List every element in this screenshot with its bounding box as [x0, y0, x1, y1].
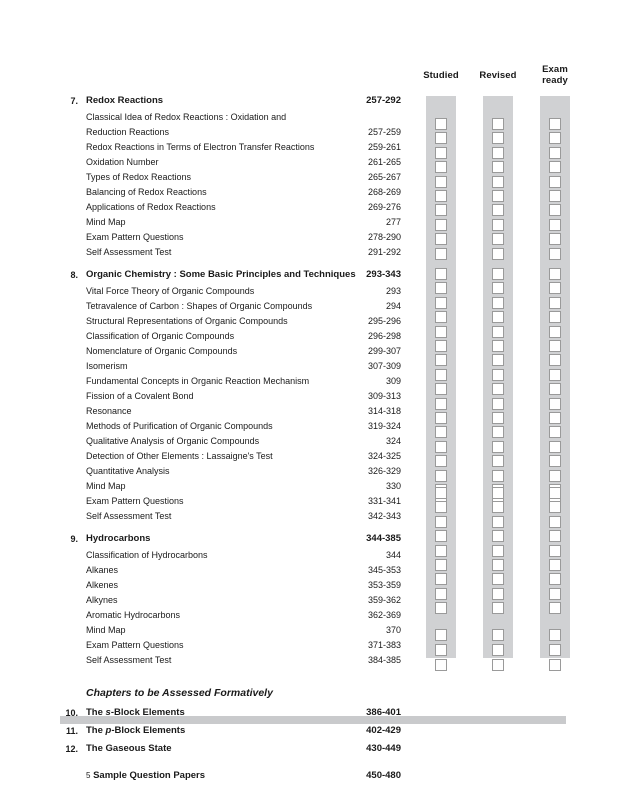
checkbox[interactable]	[492, 559, 504, 571]
toc-chapter-row-formative[interactable]	[56, 704, 401, 722]
toc-entry-row[interactable]	[56, 185, 401, 200]
chapter-title-italic: s	[105, 707, 111, 718]
checkbox[interactable]	[492, 629, 504, 641]
entry-pages: 371-383	[367, 640, 401, 650]
checkbox[interactable]	[549, 412, 561, 424]
toc-entry-row[interactable]	[56, 563, 401, 578]
checkbox[interactable]	[435, 398, 447, 410]
checkbox[interactable]	[435, 161, 447, 173]
checkbox[interactable]	[492, 545, 504, 557]
entry-title: Types of Redox Reactions	[86, 172, 192, 182]
toc-entry-row[interactable]	[56, 200, 401, 215]
checkbox[interactable]	[435, 559, 447, 571]
entry-pages: 268-269	[367, 187, 401, 197]
checkbox[interactable]	[492, 248, 504, 260]
checkbox[interactable]	[492, 516, 504, 528]
checkbox[interactable]	[549, 455, 561, 467]
toc-entry-row[interactable]	[56, 125, 401, 140]
chapter-number: 8.	[70, 270, 78, 280]
checkbox[interactable]	[549, 573, 561, 585]
entry-title: Resonance	[86, 406, 132, 416]
chapter-pages: 257-292	[366, 95, 401, 106]
spacer	[56, 758, 401, 768]
checkbox[interactable]	[549, 311, 561, 323]
checkbox[interactable]	[492, 644, 504, 656]
checkbox[interactable]	[549, 398, 561, 410]
toc-entry-row[interactable]	[56, 155, 401, 170]
checkbox[interactable]	[435, 629, 447, 641]
column-header-revised: Revised	[479, 70, 517, 81]
entry-pages: 307-309	[367, 361, 401, 371]
chapter-pages: 293-343	[366, 269, 401, 280]
checkbox[interactable]	[435, 147, 447, 159]
checkbox[interactable]	[492, 470, 504, 482]
checkbox[interactable]	[549, 268, 561, 280]
entry-pages: 370	[385, 625, 401, 635]
checkbox[interactable]	[549, 629, 561, 641]
chapter-number: 12.	[65, 744, 78, 754]
chapter-number: 11.	[65, 726, 78, 736]
checkbox[interactable]	[435, 545, 447, 557]
checkbox[interactable]	[435, 426, 447, 438]
chapter-title-pre: The Gaseous State	[86, 743, 172, 754]
checkbox[interactable]	[492, 369, 504, 381]
checkbox[interactable]	[435, 644, 447, 656]
sample-papers-title	[86, 768, 205, 783]
table-of-contents	[56, 92, 401, 783]
checkbox[interactable]	[549, 426, 561, 438]
entry-title: Exam Pattern Questions	[86, 232, 184, 242]
entry-pages: 295-296	[367, 316, 401, 326]
checkbox[interactable]	[549, 383, 561, 395]
toc-entry-row[interactable]	[56, 230, 401, 245]
toc-entry-row[interactable]	[56, 548, 401, 563]
checkbox[interactable]	[549, 147, 561, 159]
toc-entry-row[interactable]	[56, 299, 401, 314]
checkbox[interactable]	[549, 530, 561, 542]
toc-chapter-row-formative[interactable]	[56, 740, 401, 758]
toc-entry-row[interactable]	[56, 374, 401, 389]
checkbox[interactable]	[435, 340, 447, 352]
toc-entry-row[interactable]	[56, 509, 401, 524]
checkbox[interactable]	[492, 311, 504, 323]
entry-pages: 324	[385, 436, 401, 446]
toc-sample-papers-row[interactable]	[56, 768, 401, 783]
entry-title: Balancing of Redox Reactions	[86, 187, 207, 197]
checkbox[interactable]	[435, 383, 447, 395]
entry-title: Exam Pattern Questions	[86, 496, 184, 506]
toc-entry-row[interactable]	[56, 449, 401, 464]
checkbox[interactable]	[435, 412, 447, 424]
checkbox[interactable]	[492, 118, 504, 130]
entry-title: Self Assessment Test	[86, 247, 172, 257]
checkbox[interactable]	[492, 190, 504, 202]
toc-entry-row[interactable]	[56, 314, 401, 329]
checkbox[interactable]	[435, 118, 447, 130]
chapter-pages: 402-429	[366, 725, 401, 736]
checkbox[interactable]	[549, 588, 561, 600]
toc-chapter-row[interactable]	[56, 530, 401, 548]
checkbox[interactable]	[492, 268, 504, 280]
entry-pages: 345-353	[367, 565, 401, 575]
chapter-title-italic: p	[105, 725, 112, 736]
entry-pages: 326-329	[367, 466, 401, 476]
column-header-exam-ready	[529, 64, 581, 86]
checkbox[interactable]	[549, 501, 561, 513]
entry-pages: 344	[385, 550, 401, 560]
entry-pages: 309-313	[367, 391, 401, 401]
entry-title: Reduction Reactions	[86, 127, 170, 137]
checkbox[interactable]	[435, 311, 447, 323]
checkbox[interactable]	[492, 659, 504, 671]
checkbox[interactable]	[549, 644, 561, 656]
chapter-title-post: -Block Elements	[110, 707, 185, 718]
entry-title: Alkanes	[86, 565, 119, 575]
checkbox[interactable]	[549, 659, 561, 671]
toc-entry-row[interactable]	[56, 593, 401, 608]
checkbox[interactable]	[549, 190, 561, 202]
sample-papers-label: Sample Question Papers	[93, 770, 206, 781]
chapter-pages: 344-385	[366, 533, 401, 544]
entry-title: Isomerism	[86, 361, 128, 371]
checkbox[interactable]	[435, 132, 447, 144]
checkbox[interactable]	[549, 233, 561, 245]
checkbox[interactable]	[492, 501, 504, 513]
toc-entry-row[interactable]	[56, 494, 401, 509]
column-header-exam-ready-line2: ready	[542, 75, 568, 86]
entry-title: Structural Representations of Organic Compounds	[86, 316, 288, 326]
toc-entry-row[interactable]	[56, 140, 401, 155]
entry-title: Classical Idea of Redox Reactions : Oxidation and	[86, 112, 287, 122]
entry-pages: 314-318	[367, 406, 401, 416]
chapter-pages: 430-449	[366, 743, 401, 754]
checkbox[interactable]	[492, 340, 504, 352]
chapter-title-post: -Block Elements	[111, 725, 186, 736]
checkbox[interactable]	[549, 176, 561, 188]
checkbox[interactable]	[492, 204, 504, 216]
entry-title: Fundamental Concepts in Organic Reaction Mechanism	[86, 376, 310, 386]
toc-entry-row[interactable]	[56, 404, 401, 419]
checkbox[interactable]	[435, 248, 447, 260]
checkbox[interactable]	[435, 204, 447, 216]
checkbox[interactable]	[435, 470, 447, 482]
toc-entry-row[interactable]	[56, 359, 401, 374]
checkbox[interactable]	[492, 282, 504, 294]
entry-title: Quantitative Analysis	[86, 466, 170, 476]
chapter-number: 9.	[70, 534, 78, 544]
toc-entry-row[interactable]	[56, 170, 401, 185]
toc-chapter-row[interactable]	[56, 266, 401, 284]
checkbox[interactable]	[492, 383, 504, 395]
toc-chapter-row[interactable]	[56, 92, 401, 110]
checkbox[interactable]	[492, 176, 504, 188]
entry-pages: 259-261	[367, 142, 401, 152]
checkbox[interactable]	[549, 219, 561, 231]
toc-entry-row[interactable]	[56, 284, 401, 299]
chapter-title	[86, 740, 172, 758]
entry-pages: 291-292	[367, 247, 401, 257]
checkbox[interactable]	[549, 248, 561, 260]
checkbox[interactable]	[549, 282, 561, 294]
chapter-number: 10.	[65, 708, 78, 718]
checkbox[interactable]	[492, 326, 504, 338]
checkbox[interactable]	[435, 326, 447, 338]
checkbox[interactable]	[492, 487, 504, 499]
checkbox[interactable]	[435, 455, 447, 467]
checkbox[interactable]	[549, 559, 561, 571]
chapter-title-pre: The	[86, 707, 106, 718]
chapter-title: Redox Reactions	[86, 95, 164, 106]
entry-title: Aromatic Hydrocarbons	[86, 610, 181, 620]
checkbox[interactable]	[492, 412, 504, 424]
checkbox[interactable]	[435, 516, 447, 528]
entry-pages: 265-267	[367, 172, 401, 182]
checkbox[interactable]	[549, 118, 561, 130]
toc-entry-row[interactable]	[56, 215, 401, 230]
checkbox[interactable]	[492, 530, 504, 542]
sample-papers-count: 5	[86, 771, 91, 780]
toc-entry-row[interactable]	[56, 638, 401, 653]
entry-pages: 299-307	[367, 346, 401, 356]
entry-title: Mind Map	[86, 217, 126, 227]
entry-title: Alkynes	[86, 595, 118, 605]
checkbox[interactable]	[549, 354, 561, 366]
checkbox[interactable]	[492, 233, 504, 245]
chapter-number: 7.	[70, 96, 78, 106]
entry-title: Fission of a Covalent Bond	[86, 391, 194, 401]
checkbox[interactable]	[549, 545, 561, 557]
checkbox[interactable]	[549, 340, 561, 352]
entry-pages: 319-324	[367, 421, 401, 431]
toc-entry-row[interactable]	[56, 344, 401, 359]
chapter-title: Hydrocarbons	[86, 533, 151, 544]
entry-pages: 293	[385, 286, 401, 296]
entry-title: Self Assessment Test	[86, 655, 172, 665]
checkbox[interactable]	[549, 441, 561, 453]
checkbox[interactable]	[435, 530, 447, 542]
checkbox[interactable]	[549, 369, 561, 381]
checkbox[interactable]	[435, 659, 447, 671]
sample-papers-pages: 450-480	[366, 770, 401, 781]
entry-pages: 294	[385, 301, 401, 311]
entry-pages: 330	[385, 481, 401, 491]
chapter-title-pre: The	[86, 725, 106, 736]
checkbox[interactable]	[549, 470, 561, 482]
checkbox[interactable]	[435, 369, 447, 381]
toc-chapter-row-formative[interactable]	[56, 722, 401, 740]
entry-pages: 359-362	[367, 595, 401, 605]
checkbox[interactable]	[435, 268, 447, 280]
checkbox[interactable]	[549, 132, 561, 144]
tracker-column-revised	[483, 96, 513, 658]
tracker-column-studied	[426, 96, 456, 658]
checkbox[interactable]	[492, 602, 504, 614]
checkbox[interactable]	[435, 573, 447, 585]
checkbox[interactable]	[492, 297, 504, 309]
entry-title: Qualitative Analysis of Organic Compounds	[86, 436, 260, 446]
checkbox[interactable]	[435, 602, 447, 614]
entry-title: Oxidation Number	[86, 157, 159, 167]
entry-pages: 362-369	[367, 610, 401, 620]
checkbox[interactable]	[549, 602, 561, 614]
column-header-exam-ready-line1: Exam	[542, 64, 568, 75]
checkbox[interactable]	[435, 588, 447, 600]
checkbox[interactable]	[549, 487, 561, 499]
entry-pages: 342-343	[367, 511, 401, 521]
checkbox[interactable]	[549, 516, 561, 528]
column-header-studied: Studied	[423, 70, 459, 81]
checkbox[interactable]	[549, 204, 561, 216]
toc-entry-row[interactable]	[56, 653, 401, 668]
toc-entry-row[interactable]	[56, 608, 401, 623]
checkbox[interactable]	[492, 441, 504, 453]
checkbox[interactable]	[549, 297, 561, 309]
chapter-title	[86, 704, 185, 722]
entry-title: Detection of Other Elements : Lassaigne's Test	[86, 451, 273, 461]
checkbox[interactable]	[492, 455, 504, 467]
toc-entry-row[interactable]	[56, 389, 401, 404]
checkbox[interactable]	[549, 161, 561, 173]
checkbox[interactable]	[492, 573, 504, 585]
checkbox[interactable]	[435, 176, 447, 188]
entry-title: Mind Map	[86, 481, 126, 491]
entry-title: Mind Map	[86, 625, 126, 635]
entry-pages: 331-341	[367, 496, 401, 506]
entry-pages: 384-385	[367, 655, 401, 665]
checkbox[interactable]	[492, 161, 504, 173]
spacer	[56, 668, 401, 682]
entry-pages: 257-259	[367, 127, 401, 137]
chapter-pages: 386-401	[366, 707, 401, 718]
checkbox[interactable]	[435, 282, 447, 294]
entry-title: Self Assessment Test	[86, 511, 172, 521]
toc-entry-row[interactable]	[56, 623, 401, 638]
toc-entry-row[interactable]	[56, 419, 401, 434]
toc-entry-row[interactable]	[56, 245, 401, 260]
entry-title: Classification of Hydrocarbons	[86, 550, 208, 560]
entry-title: Tetravalence of Carbon : Shapes of Organic Compounds	[86, 301, 313, 311]
toc-entry-row[interactable]	[56, 434, 401, 449]
entry-title: Redox Reactions in Terms of Electron Transfer Reactions	[86, 142, 315, 152]
toc-entry-row[interactable]	[56, 464, 401, 479]
checkbox[interactable]	[549, 326, 561, 338]
entry-pages: 353-359	[367, 580, 401, 590]
checkbox[interactable]	[492, 426, 504, 438]
entry-title: Nomenclature of Organic Compounds	[86, 346, 238, 356]
entry-title: Applications of Redox Reactions	[86, 202, 216, 212]
entry-title: Vital Force Theory of Organic Compounds	[86, 286, 255, 296]
formative-section-heading: Chapters to be Assessed Formatively	[86, 687, 273, 699]
checkbox[interactable]	[435, 219, 447, 231]
entry-pages: 277	[385, 217, 401, 227]
checkbox[interactable]	[492, 219, 504, 231]
entry-title: Alkenes	[86, 580, 119, 590]
chapter-title	[86, 722, 185, 740]
checkbox[interactable]	[435, 487, 447, 499]
checkbox[interactable]	[492, 354, 504, 366]
entry-pages: 269-276	[367, 202, 401, 212]
checkbox[interactable]	[435, 441, 447, 453]
entry-pages: 296-298	[367, 331, 401, 341]
entry-title: Methods of Purification of Organic Compounds	[86, 421, 273, 431]
toc-entry-row[interactable]	[56, 578, 401, 593]
entry-title: Classification of Organic Compounds	[86, 331, 235, 341]
checkbox[interactable]	[435, 354, 447, 366]
chapter-title: Organic Chemistry : Some Basic Principles and Techniques	[86, 269, 356, 280]
entry-pages: 261-265	[367, 157, 401, 167]
checkbox[interactable]	[435, 233, 447, 245]
entry-title: Exam Pattern Questions	[86, 640, 184, 650]
checkbox[interactable]	[492, 132, 504, 144]
toc-entry-row[interactable]	[56, 110, 401, 125]
checkbox[interactable]	[435, 190, 447, 202]
checkbox[interactable]	[492, 398, 504, 410]
toc-entry-row[interactable]	[56, 479, 401, 494]
entry-pages: 324-325	[367, 451, 401, 461]
tracker-column-exam-ready	[540, 96, 570, 658]
checkbox[interactable]	[435, 501, 447, 513]
tracker-column-headers	[410, 62, 590, 96]
entry-pages: 278-290	[367, 232, 401, 242]
checkbox[interactable]	[492, 147, 504, 159]
toc-entry-row[interactable]	[56, 329, 401, 344]
entry-pages: 309	[385, 376, 401, 386]
checkbox[interactable]	[435, 297, 447, 309]
checkbox[interactable]	[492, 588, 504, 600]
